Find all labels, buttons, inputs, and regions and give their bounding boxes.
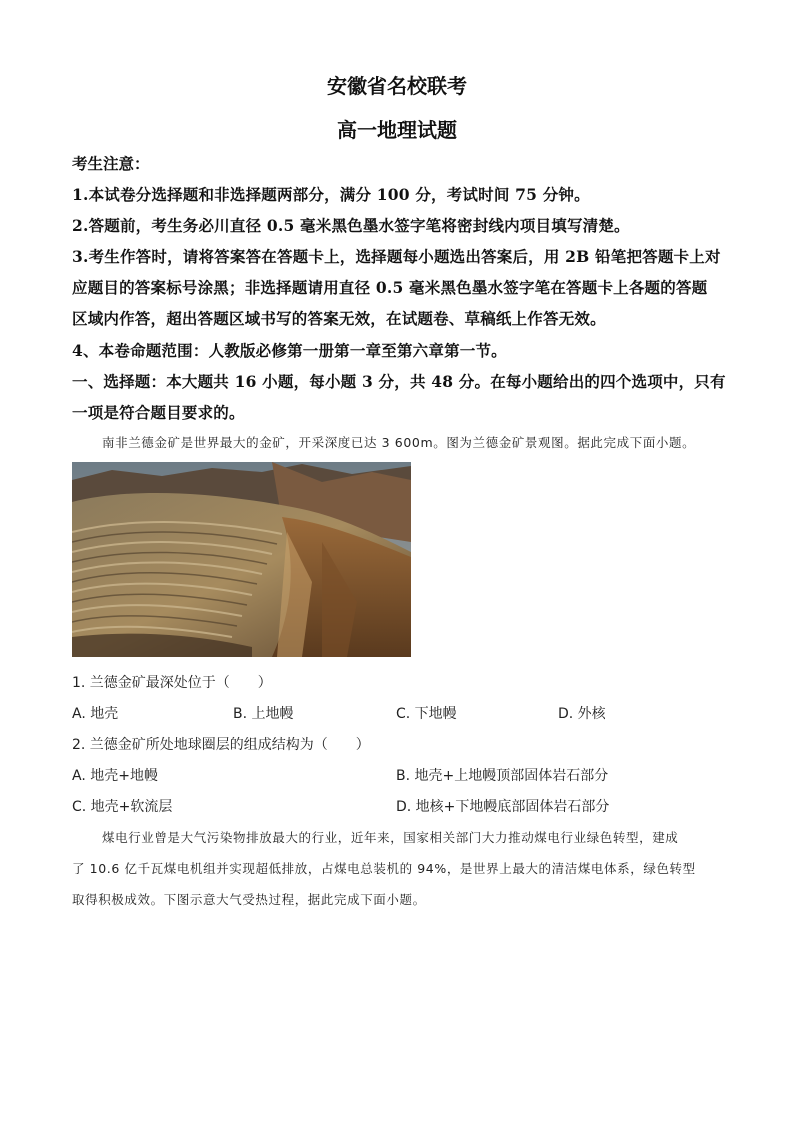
notice-item-4: 4、本卷命题范围：人教版必修第一册第一章至第六章第一节。 xyxy=(72,341,507,360)
q2-option-b: B. 地壳+上地幔顶部固体岩石部分 xyxy=(396,768,609,784)
q1-option-c: C. 下地幔 xyxy=(396,706,457,722)
notice-item-3-cont: 应题目的答案标号涂黑；非选择题请用直径 0.5 毫米黑色墨水签字笔在答题卡上各题的答题 xyxy=(72,278,708,297)
section-heading-line2: 一项是符合题目要求的。 xyxy=(72,403,245,422)
q2-option-a: A. 地壳+地幔 xyxy=(72,768,158,784)
q1-option-b: B. 上地幔 xyxy=(233,706,294,722)
page-title: 安徽省名校联考 xyxy=(327,74,467,98)
q1-option-d: D. 外核 xyxy=(558,706,606,722)
passage-coal-power-line2: 了 10.6 亿千瓦煤电机组并实现超低排放，占煤电总装机的 94%，是世界上最大的清洁煤电体系，绿色转型 xyxy=(72,861,696,876)
page-subtitle: 高一地理试题 xyxy=(337,118,457,142)
q2-option-d: D. 地核+下地幔底部固体岩石部分 xyxy=(396,799,610,815)
notice-item-3: 3.考生作答时，请将答案答在答题卡上，选择题每小题选出答案后，用 2B 铅笔把答题卡上对 xyxy=(72,247,721,266)
gold-mine-photo xyxy=(72,462,411,657)
notice-heading: 考生注意： xyxy=(72,154,150,173)
question-1-stem: 1. 兰德金矿最深处位于（ ） xyxy=(72,675,272,691)
passage-coal-power-line3: 取得积极成效。下图示意大气受热过程，据此完成下面小题。 xyxy=(72,892,426,907)
notice-item-1: 1.本试卷分选择题和非选择题两部分，满分 100 分，考试时间 75 分钟。 xyxy=(72,185,590,204)
passage-coal-power-line1: 煤电行业曾是大气污染物排放最大的行业，近年来，国家相关部门大力推动煤电行业绿色转型，建成 xyxy=(102,830,679,845)
q2-option-c: C. 地壳+软流层 xyxy=(72,799,173,815)
passage-gold-mine: 南非兰德金矿是世界最大的金矿，开采深度已达 3 600m。图为兰德金矿景观图。据此完成下面小题。 xyxy=(102,435,696,450)
q1-option-a: A. 地壳 xyxy=(72,706,119,722)
notice-item-2: 2.答题前，考生务必川直径 0.5 毫米黑色墨水签字笔将密封线内项目填写清楚。 xyxy=(72,216,630,235)
question-2-stem: 2. 兰德金矿所处地球圈层的组成结构为（ ） xyxy=(72,737,370,753)
section-heading-line1: 一、选择题：本大题共 16 小题，每小题 3 分，共 48 分。在每小题给出的四个选项中，只有 xyxy=(72,372,726,391)
notice-item-3-cont2: 区域内作答，超出答题区域书写的答案无效，在试题卷、草稿纸上作答无效。 xyxy=(72,309,606,328)
